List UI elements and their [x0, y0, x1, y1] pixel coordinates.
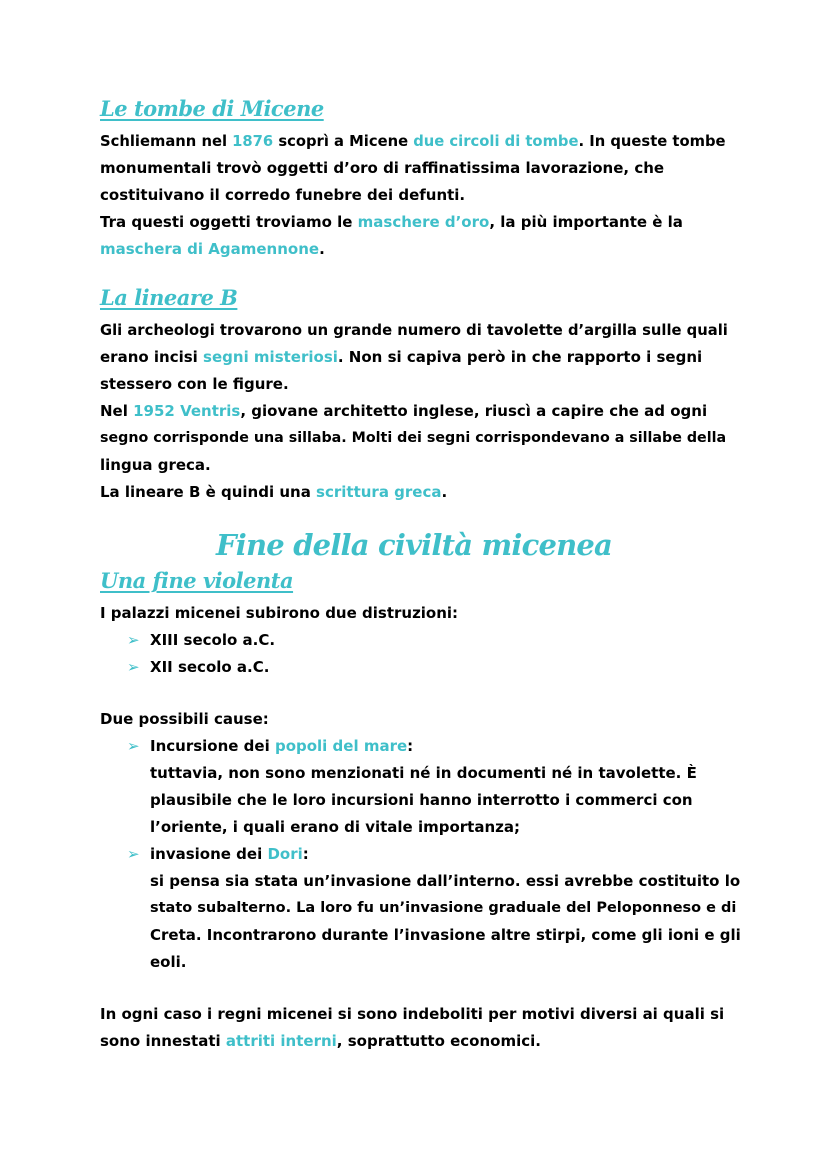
lineare-line-5: segno corrisponde una sillaba. Molti dei segni corrispondevano a sillabe della — [100, 430, 727, 446]
heading-lineare-b: La lineare B — [100, 285, 238, 310]
destruction-item: XII secolo a.C. — [150, 658, 270, 676]
lineare-line-3: stessero con le figure. — [100, 375, 289, 393]
highlight-scrittura: scrittura greca — [316, 483, 442, 501]
cause-1-line-3: l’oriente, i quali erano di vitale importanza; — [150, 818, 520, 836]
highlight-popoli-mare: popoli del mare — [274, 737, 408, 755]
cause-1-title: Incursione dei popoli del mare: — [150, 737, 414, 755]
tombe-line-1: Schliemann nel 1876 scoprì a Micene due circoli di tombe. In queste tombe — [100, 133, 726, 150]
cause-2-line-2: stato subalterno. La loro fu un’invasione graduale del Peloponneso e di — [150, 900, 737, 916]
cause-2-title: invasione dei Dori: — [150, 845, 309, 863]
tombe-line-4: Tra questi oggetti troviamo le maschere d’oro, la più importante è la — [100, 213, 683, 231]
cause-1-line-1: tuttavia, non sono menzionati né in documenti né in tavolette. È — [150, 764, 697, 782]
arrow-bullet-icon: ➢ — [127, 658, 140, 676]
tombe-line-3: costituivano il corredo funebre dei defunti. — [100, 186, 466, 204]
lineare-line-6: lingua greca. — [100, 456, 211, 474]
lineare-line-1: Gli archeologi trovarono un grande numero di tavolette d’argilla sulle quali — [100, 322, 728, 339]
tombe-line-2: monumentali trovò oggetti d’oro di raffinatissima lavorazione, che — [100, 159, 665, 177]
cause-2-line-1: si pensa sia stata un’invasione dall’interno. essi avrebbe costituito lo — [150, 872, 741, 890]
tombe-line-5: maschera di Agamennone. — [100, 240, 325, 258]
destruction-item: XIII secolo a.C. — [150, 631, 276, 649]
heading-fine-violenta: Una fine violenta — [100, 568, 294, 593]
highlight-ventris: 1952 Ventris — [133, 402, 241, 420]
conclusion-line-1: In ogni caso i regni micenei si sono indeboliti per motivi diversi ai quali si — [100, 1005, 725, 1023]
title-fine-civilta: Fine della civiltà micenea — [215, 528, 613, 562]
fine-intro: I palazzi micenei subirono due distruzioni: — [100, 604, 459, 622]
highlight-circoli: due circoli di tombe — [413, 133, 579, 150]
highlight-agamennone: maschera di Agamennone — [100, 240, 320, 258]
lineare-line-2: erano incisi segni misteriosi. Non si capiva però in che rapporto i segni — [100, 348, 703, 366]
cause-2-line-3: Creta. Incontrarono durante l’invasione altre stirpi, come gli ioni e gli — [150, 926, 741, 944]
cause-2-line-4: eoli. — [150, 953, 187, 971]
cause-intro: Due possibili cause: — [100, 710, 269, 728]
lineare-line-4: Nel 1952 Ventris, giovane architetto inglese, riuscì a capire che ad ogni — [100, 402, 708, 420]
highlight-segni: segni misteriosi — [203, 348, 338, 366]
lineare-line-7: La lineare B è quindi una scrittura greca. — [100, 483, 448, 501]
highlight-attriti: attriti interni — [225, 1032, 337, 1050]
heading-tombe-micene: Le tombe di Micene — [100, 96, 324, 121]
cause-1-line-2: plausibile che le loro incursioni hanno interrotto i commerci con — [150, 791, 693, 809]
arrow-bullet-icon: ➢ — [127, 631, 140, 649]
arrow-bullet-icon: ➢ — [127, 845, 140, 863]
arrow-bullet-icon: ➢ — [127, 737, 140, 755]
highlight-dori: Dori — [267, 845, 303, 863]
conclusion-line-2: sono innestati attriti interni, soprattutto economici. — [100, 1032, 541, 1050]
highlight-maschere: maschere d’oro — [357, 213, 490, 231]
highlight-1876: 1876 — [232, 133, 274, 150]
